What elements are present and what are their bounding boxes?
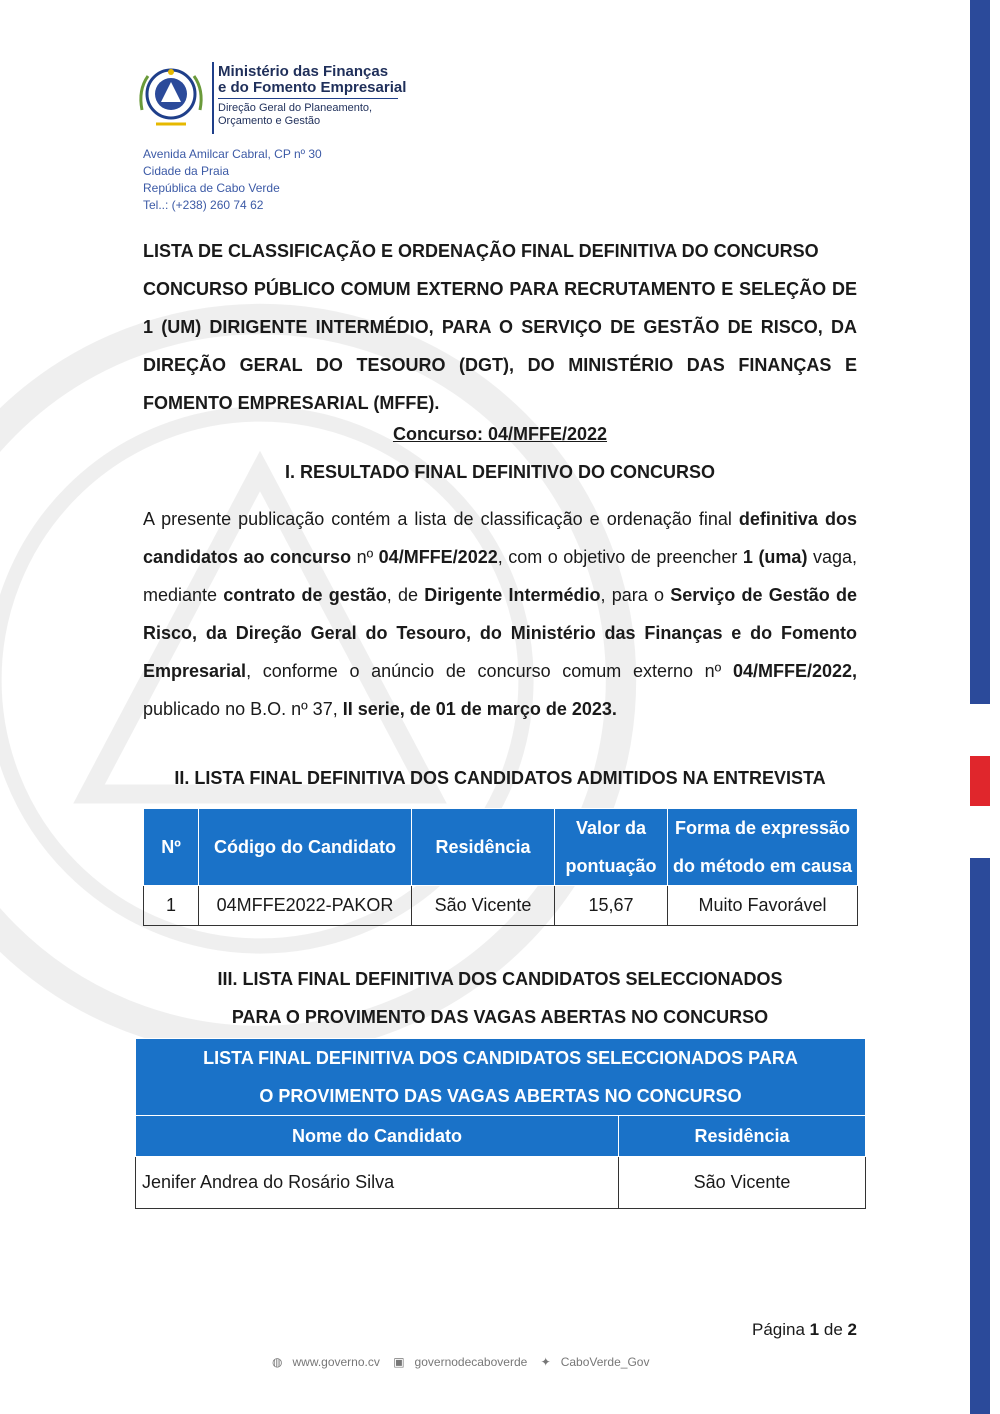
cell-score: 15,67 — [555, 886, 668, 926]
footer — [272, 1355, 659, 1369]
page-number: Página 1 de 2 — [752, 1320, 857, 1339]
column-header-residence: Residência — [412, 809, 555, 886]
table-row — [136, 1157, 866, 1209]
section-3-line-2: PARA O PROVIMENTO DAS VAGAS ABERTAS NO CONCURSO — [231, 1007, 769, 1027]
ministry-name — [218, 64, 406, 96]
coat-of-arms-icon — [134, 60, 208, 134]
side-bar-blue-top — [970, 0, 990, 704]
section-3-line-1: III. LISTA FINAL DEFINITIVA DOS CANDIDATOS SELECCIONADOS — [217, 969, 783, 989]
concurso-number: Concurso: 04/MFFE/2022 — [392, 424, 608, 444]
subdept-divider — [218, 98, 398, 99]
intro-paragraph: A presente publicação contém a lista de classificação e ordenação final definitiva dos candidatos ao concurso nº 04/MFFE/2022, com o objetivo de preencher 1 (uma) vaga, mediante contrato de gestão, de Dirigente Intermédio, para o Serviço de Gestão de Risco, da Direção Geral do Tesouro, do Ministério das Finanças e do Fomento Empresarial, conforme o anúncio de concurso comum externo nº 04/MFFE/2022, publicado no B.O. nº 37, II serie, de 01 de março de 2023. — [143, 509, 858, 719]
section-1-heading: I. RESULTADO FINAL DEFINITIVO DO CONCURSO — [284, 462, 715, 482]
document-title — [143, 232, 857, 422]
admitted-candidates-table — [143, 808, 858, 926]
address-line: Cidade da Praia — [143, 164, 230, 178]
globe-icon: ◍ — [272, 1355, 283, 1369]
cell-residence: São Vicente — [412, 886, 555, 926]
twitter-link[interactable]: CaboVerde_Gov — [560, 1355, 650, 1369]
cell-expression: Muito Favorável — [668, 886, 858, 926]
column-header-number: Nº — [144, 809, 199, 886]
column-header-name: Nome do Candidato — [136, 1116, 619, 1157]
title-line-1: LISTA DE CLASSIFICAÇÃO E ORDENAÇÃO FINAL DEFINITIVA DO CONCURSO — [143, 241, 819, 261]
header-divider — [212, 62, 214, 134]
column-header-residence: Residência — [619, 1116, 866, 1157]
column-header-score: Valor da pontuação — [555, 809, 668, 886]
address-line: República de Cabo Verde — [143, 181, 280, 195]
cell-number: 1 — [144, 886, 199, 926]
cell-residence: São Vicente — [619, 1157, 866, 1209]
section-3-heading — [143, 960, 857, 1036]
side-bar-red — [970, 756, 990, 806]
cell-candidate-name: Jenifer Andrea do Rosário Silva — [136, 1157, 619, 1209]
ministry-line-2: e do Fomento Empresarial — [218, 79, 407, 96]
website-link[interactable]: www.governo.cv — [292, 1355, 380, 1369]
department-name — [218, 102, 372, 128]
address-block — [143, 146, 322, 214]
title-body: CONCURSO PÚBLICO COMUM EXTERNO PARA RECRUTAMENTO E SELEÇÃO DE 1 (UM) DIRIGENTE INTERMÉDIO, PARA O SERVIÇO DE GESTÃO DE RISCO, DA DIREÇÃO GERAL DO TESOURO (DGT), DO MINISTÉRIO DAS FINANÇAS E FOMENTO EMPRESARIAL (MFFE). — [143, 279, 857, 413]
table-header-row — [144, 809, 858, 886]
department-line-2: Orçamento e Gestão — [218, 115, 321, 127]
address-line: Avenida Amilcar Cabral, CP nº 30 — [143, 147, 322, 161]
ministry-line-1: Ministério das Finanças — [218, 63, 389, 80]
column-header-expression: Forma de expressão do método em causa — [668, 809, 858, 886]
table-header-row — [136, 1116, 866, 1157]
selected-candidates-table — [135, 1038, 866, 1209]
phone-line: Tel..: (+238) 260 74 62 — [143, 198, 264, 212]
table-caption-row — [136, 1039, 866, 1116]
table-caption: LISTA FINAL DEFINITIVA DOS CANDIDATOS SELECCIONADOS PARA O PROVIMENTO DAS VAGAS ABERTAS NO CONCURSO — [136, 1039, 866, 1116]
side-bar-blue-bottom — [970, 858, 990, 1414]
cell-code: 04MFFE2022-PAKOR — [199, 886, 412, 926]
facebook-icon: ▣ — [393, 1355, 405, 1369]
table-row — [144, 886, 858, 926]
column-header-code: Código do Candidato — [199, 809, 412, 886]
section-2-heading: II. LISTA FINAL DEFINITIVA DOS CANDIDATOS ADMITIDOS NA ENTREVISTA — [174, 768, 826, 788]
department-line-1: Direção Geral do Planeamento, — [218, 102, 373, 114]
facebook-link[interactable]: governodecaboverde — [414, 1355, 528, 1369]
twitter-icon: ✦ — [540, 1355, 551, 1369]
